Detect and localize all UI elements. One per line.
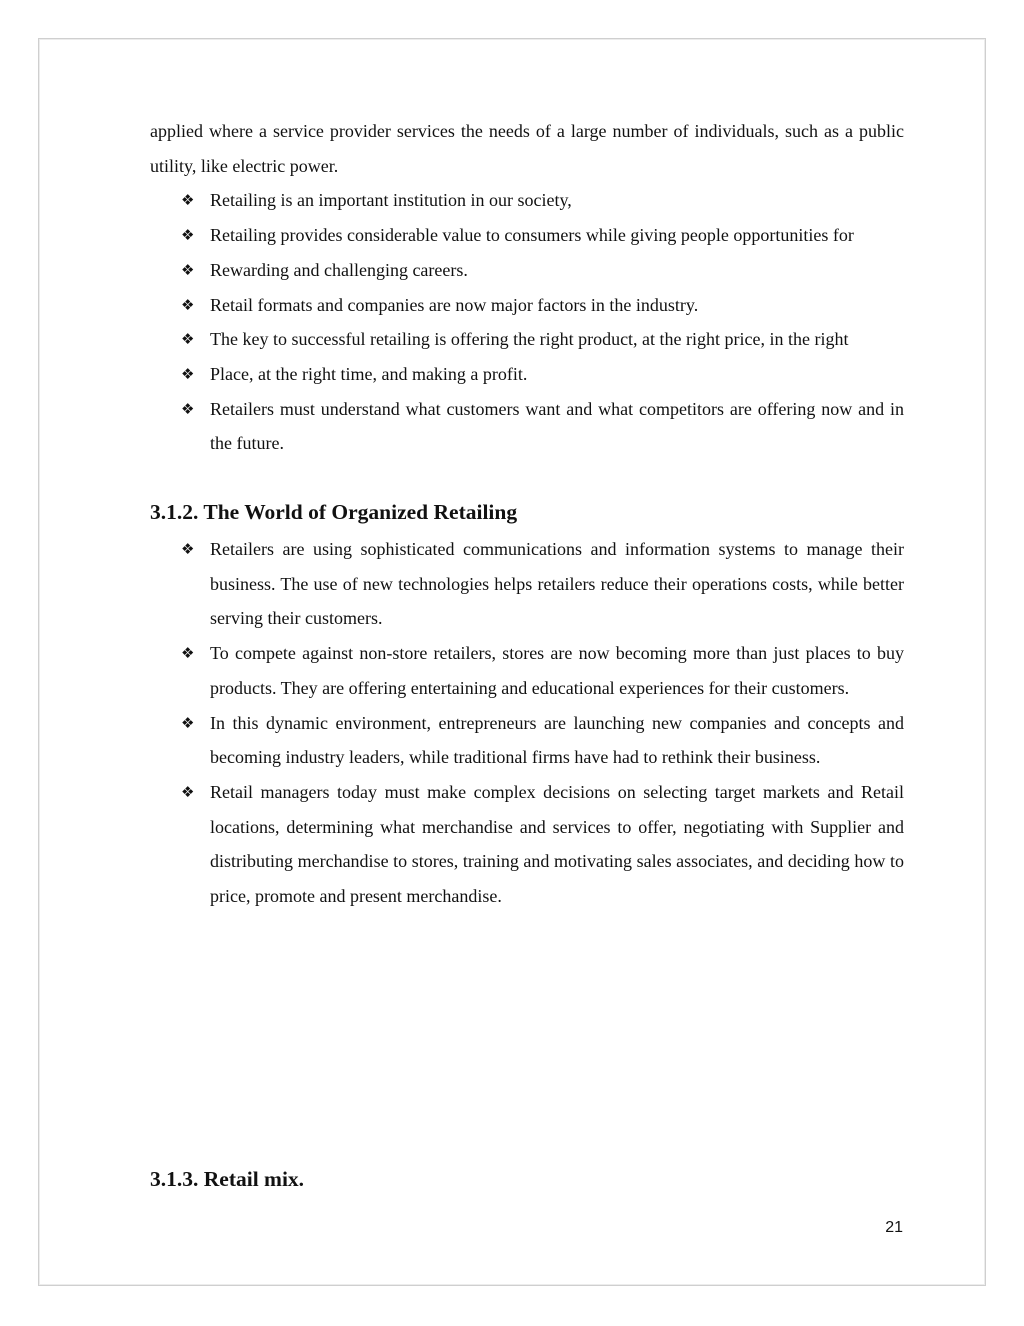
diamond-bullet-icon: ❖ [181, 782, 195, 801]
list-item: ❖ Place, at the right time, and making a profit. [150, 357, 904, 392]
diamond-bullet-icon: ❖ [181, 713, 195, 732]
list-item: ❖ Retailers must understand what customers want and what competitors are offering now and in the future. [150, 392, 904, 461]
intro-paragraph: applied where a service provider services the needs of a large number of individuals, such as a public utility, like electric power. [150, 121, 904, 176]
section-heading-retail-mix: 3.1.3. Retail mix. [150, 1167, 305, 1191]
diamond-bullet-icon: ❖ [181, 191, 195, 210]
page-number: 21 [885, 1219, 903, 1236]
list-item: ❖ Retail formats and companies are now major factors in the industry. [150, 288, 904, 323]
diamond-bullet-icon: ❖ [181, 540, 195, 559]
list-item: ❖ The key to successful retailing is offering the right product, at the right price, in the right [150, 322, 904, 357]
list-item: ❖ Retailers are using sophisticated communications and information systems to manage their business. The use of new technologies helps retailers reduce their operations costs, while better serving their customers. [150, 532, 904, 636]
list-item: ❖ In this dynamic environment, entrepreneurs are launching new companies and concepts and becoming industry leaders, while traditional firms have had to rethink their business. [150, 706, 904, 775]
diamond-bullet-icon: ❖ [181, 226, 195, 245]
bullet-list-intro [150, 183, 904, 461]
diamond-bullet-icon: ❖ [181, 364, 195, 383]
list-item: ❖ Retailing provides considerable value to consumers while giving people opportunities for [150, 218, 904, 253]
list-item: ❖ Retail managers today must make complex decisions on selecting target markets and Retail locations, determining what merchandise and services to offer, negotiating with Supplier and distributing merchandise to stores, training and motivating sales associates, and deciding how to price, promote and present merchandise. [150, 775, 904, 914]
list-item: ❖ To compete against non-store retailers, stores are now becoming more than just places to buy products. They are offering entertaining and educational experiences for their customers. [150, 636, 904, 705]
list-item: ❖ Rewarding and challenging careers. [150, 253, 904, 288]
diamond-bullet-icon: ❖ [181, 295, 195, 314]
diamond-bullet-icon: ❖ [181, 260, 195, 279]
list-item: ❖ Retailing is an important institution in our society, [150, 183, 904, 218]
bullet-list-organized-retailing [150, 532, 904, 914]
page-content [150, 114, 904, 914]
diamond-bullet-icon: ❖ [181, 330, 195, 349]
diamond-bullet-icon: ❖ [181, 644, 195, 663]
diamond-bullet-icon: ❖ [181, 399, 195, 418]
section-heading-organized-retailing: 3.1.2. The World of Organized Retailing [150, 500, 518, 525]
